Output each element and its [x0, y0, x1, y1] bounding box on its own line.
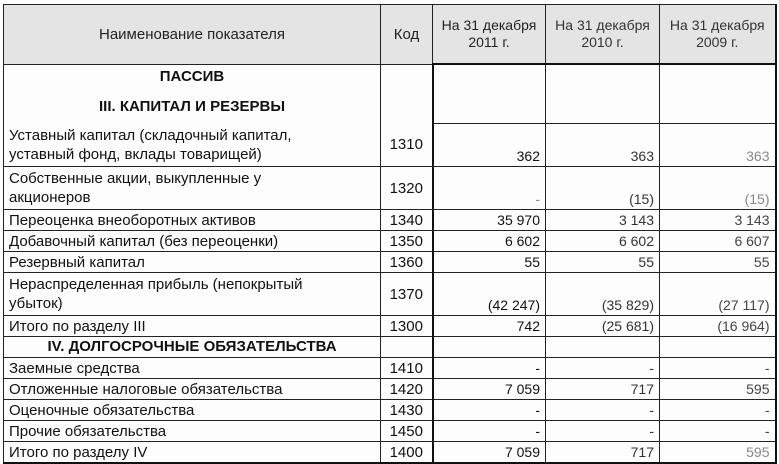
row-value-2010: 55 [546, 252, 660, 273]
row-value-2009: - [660, 421, 776, 442]
row-value-2011: 362 [433, 124, 546, 167]
header-row [4, 5, 776, 65]
header-date-2010-line2: 2010 г. [581, 34, 624, 50]
table-row-total [4, 316, 776, 337]
row-value-2010: - [546, 421, 660, 442]
code-cell-empty [381, 337, 433, 358]
row-name [4, 167, 381, 210]
row-name: Итого по разделу III [4, 316, 381, 337]
row-value-2010: 717 [546, 379, 660, 400]
row-name: Итого по разделу IV [4, 442, 381, 464]
value-cell-empty [433, 337, 546, 358]
table-row [4, 124, 776, 167]
row-value-2011: 6 602 [433, 231, 546, 252]
header-date-2010-line1: На 31 декабря [555, 17, 650, 33]
header-date-2011-line1: На 31 декабря [441, 17, 537, 33]
row-value-2011: (42 247) [433, 273, 546, 316]
header-date-2011-line2: 2011 г. [468, 34, 510, 50]
row-value-2010: 717 [546, 442, 660, 464]
row-value-2010: - [546, 358, 660, 379]
row-code: 1410 [381, 358, 433, 379]
row-code: 1310 [381, 124, 433, 167]
header-indicator-name: Наименование показателя [4, 5, 381, 65]
row-name-line1: Нераспределенная прибыль (непокрытый [9, 276, 303, 293]
row-name: Добавочный капитал (без переоценки) [4, 231, 381, 252]
row-value-2010: - [546, 400, 660, 421]
row-code: 1300 [381, 316, 433, 337]
row-value-2011: 7 059 [433, 379, 546, 400]
row-name: Заемные средства [4, 358, 381, 379]
table-row [4, 167, 776, 210]
row-value-2011: - [433, 421, 546, 442]
row-value-2011: - [433, 400, 546, 421]
section-title-capital: III. КАПИТАЛ И РЕЗЕРВЫ [99, 97, 285, 115]
table-row [4, 379, 776, 400]
table-row [4, 421, 776, 442]
balance-sheet-table [3, 4, 777, 464]
section-row-long-term [4, 337, 776, 358]
table-row [4, 231, 776, 252]
value-cell-empty [433, 64, 546, 124]
row-name-line2: уставный фонд, вклады товарищей) [9, 145, 262, 163]
row-value-2011: 55 [433, 252, 546, 273]
table-row [4, 210, 776, 231]
row-value-2009: (27 117) [660, 273, 776, 316]
row-value-2010: 3 143 [546, 210, 660, 231]
table-row [4, 252, 776, 273]
row-name: Отложенные налоговые обязательства [4, 379, 381, 400]
row-code: 1430 [381, 400, 433, 421]
row-value-2010: (35 829) [546, 273, 660, 316]
row-name [4, 124, 381, 167]
header-date-2011 [433, 5, 546, 65]
row-code: 1320 [381, 167, 433, 210]
row-name: Резервный капитал [4, 252, 381, 273]
header-date-2009-line2: 2009 г. [696, 34, 739, 50]
row-code: 1350 [381, 231, 433, 252]
row-name: Переоценка внеоборотных активов [4, 210, 381, 231]
row-code: 1450 [381, 421, 433, 442]
row-value-2011: 7 059 [433, 442, 546, 464]
row-code: 1360 [381, 252, 433, 273]
table-row-total [4, 442, 776, 464]
section-title-passive: ПАССИВ [159, 67, 225, 85]
row-value-2009: - [660, 400, 776, 421]
code-cell-empty [381, 64, 433, 124]
value-cell-empty [660, 64, 776, 124]
row-name [4, 273, 381, 316]
row-name-line2: убыток) [9, 295, 63, 312]
row-code: 1370 [381, 273, 433, 316]
row-value-2009: 363 [660, 124, 776, 167]
row-value-2010: (25 681) [546, 316, 660, 337]
section-row-capital [4, 64, 776, 124]
row-value-2011: - [433, 167, 546, 210]
row-value-2009: 55 [660, 252, 776, 273]
row-value-2009: 6 607 [660, 231, 776, 252]
value-cell-empty [660, 337, 776, 358]
row-name: Оценочные обязательства [4, 400, 381, 421]
table-row [4, 273, 776, 316]
row-name: Прочие обязательства [4, 421, 381, 442]
row-value-2009: 3 143 [660, 210, 776, 231]
row-name-line1: Уставный капитал (складочный капитал, [9, 126, 292, 144]
table-row [4, 400, 776, 421]
row-value-2009: (15) [660, 167, 776, 210]
row-value-2010: 6 602 [546, 231, 660, 252]
row-value-2009: 595 [660, 442, 776, 464]
header-date-2009-line1: На 31 декабря [669, 17, 765, 33]
row-code: 1420 [381, 379, 433, 400]
row-code: 1400 [381, 442, 433, 464]
row-value-2010: (15) [546, 167, 660, 210]
value-cell-empty [546, 64, 660, 124]
section-heading-capital [4, 64, 381, 124]
header-date-2009 [660, 5, 776, 65]
row-name-line2: акционеров [9, 189, 91, 206]
row-name-line1: Собственные акции, выкупленные у [9, 170, 262, 187]
row-value-2010: 363 [546, 124, 660, 167]
table-row [4, 358, 776, 379]
value-cell-empty [546, 337, 660, 358]
section-title-long-term: IV. ДОЛГОСРОЧНЫЕ ОБЯЗАТЕЛЬСТВА [4, 337, 381, 358]
header-code: Код [381, 5, 433, 65]
row-value-2011: 35 970 [433, 210, 546, 231]
row-value-2009: (16 964) [660, 316, 776, 337]
header-date-2010 [546, 5, 660, 65]
row-value-2009: 595 [660, 379, 776, 400]
row-value-2011: 742 [433, 316, 546, 337]
row-value-2009: - [660, 358, 776, 379]
row-code: 1340 [381, 210, 433, 231]
row-value-2011: - [433, 358, 546, 379]
